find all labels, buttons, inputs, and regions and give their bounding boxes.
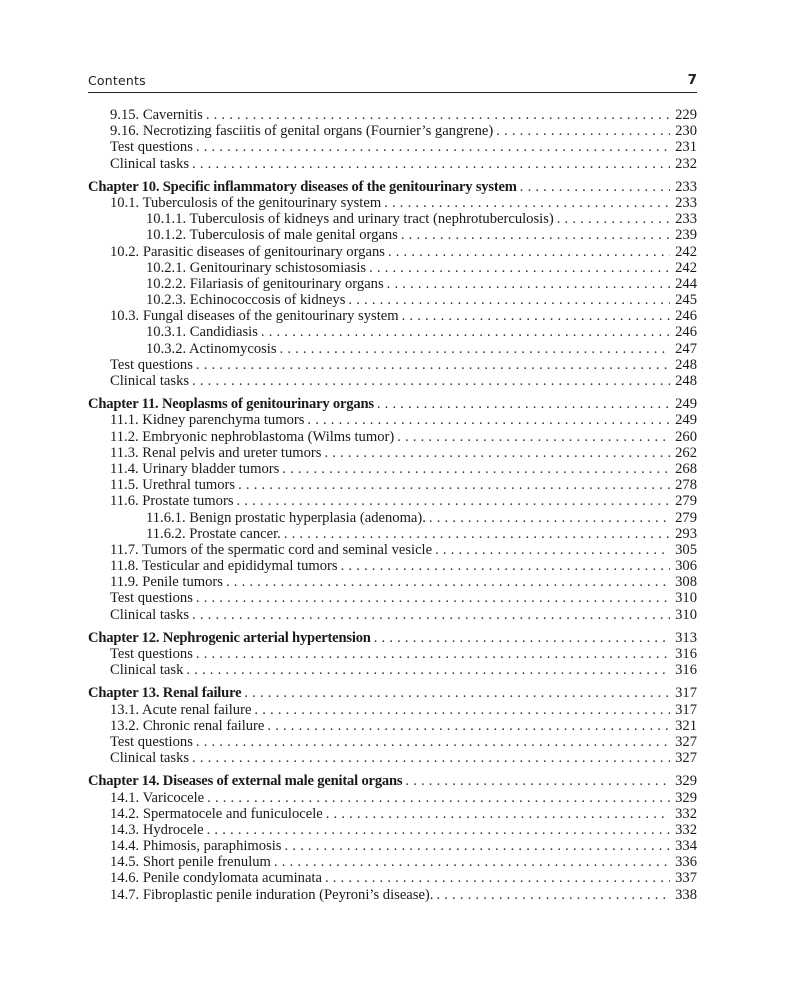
dot-leader bbox=[284, 838, 670, 854]
toc-entry[interactable] bbox=[88, 806, 697, 822]
dot-leader bbox=[254, 702, 670, 718]
toc-page-number: 313 bbox=[675, 629, 697, 646]
toc-entry[interactable] bbox=[88, 276, 697, 292]
toc-entry-title: Clinical tasks bbox=[110, 373, 190, 389]
toc-page-number: 233 bbox=[675, 194, 697, 211]
toc-entry-title: Clinical tasks bbox=[110, 155, 190, 172]
toc-entry-title: 9.15. Cavernitis bbox=[110, 107, 203, 123]
toc-entry[interactable] bbox=[88, 260, 697, 276]
toc-page-number: 230 bbox=[675, 123, 697, 140]
dot-leader bbox=[196, 646, 670, 662]
toc-entry[interactable] bbox=[88, 542, 697, 558]
toc-entry[interactable] bbox=[88, 662, 697, 678]
dot-leader bbox=[226, 574, 670, 590]
toc-entry-title: Chapter 11. Neoplasms of genitourinary organs bbox=[88, 396, 374, 413]
toc-entry[interactable] bbox=[88, 702, 697, 718]
toc-page-number: 327 bbox=[675, 733, 697, 750]
toc-entry[interactable] bbox=[88, 292, 697, 308]
toc-entry-title: 10.1. Tuberculosis of the genitourinary system bbox=[110, 194, 382, 211]
toc-entry[interactable] bbox=[88, 646, 697, 662]
dot-leader bbox=[520, 179, 670, 195]
toc-page-number: 316 bbox=[675, 646, 697, 662]
dot-leader bbox=[196, 357, 670, 373]
toc-entry-title: Clinical tasks bbox=[110, 606, 190, 623]
toc-chapter-entry[interactable] bbox=[88, 179, 697, 195]
toc-entry-title: 11.7. Tumors of the spermatic cord and seminal vesicle bbox=[110, 541, 433, 558]
toc-page-number: 332 bbox=[675, 805, 697, 822]
toc-page-number: 332 bbox=[675, 821, 697, 838]
toc-entry[interactable] bbox=[88, 558, 697, 574]
toc-entry-title: Clinical tasks bbox=[110, 750, 190, 767]
toc-entry[interactable] bbox=[88, 838, 697, 854]
toc-entry-title: 14.4. Phimosis, paraphimosis bbox=[110, 838, 282, 855]
toc-entry-title: 10.2.3. Echinococcosis of kidneys bbox=[146, 292, 346, 309]
dot-leader bbox=[402, 308, 670, 324]
toc-page-number: 279 bbox=[675, 509, 697, 526]
toc-entry[interactable] bbox=[88, 324, 697, 340]
toc-section bbox=[88, 685, 697, 766]
toc-page-number: 327 bbox=[675, 750, 697, 767]
toc-entry[interactable] bbox=[88, 718, 697, 734]
toc-page-number: 245 bbox=[675, 292, 697, 309]
toc-page-number: 233 bbox=[675, 211, 697, 228]
running-header-title: Contents bbox=[88, 73, 146, 88]
toc-entry[interactable] bbox=[88, 734, 697, 750]
dot-leader bbox=[192, 750, 670, 766]
dot-leader bbox=[401, 227, 670, 243]
toc-entry[interactable] bbox=[88, 445, 697, 461]
toc-page-number: 233 bbox=[675, 178, 697, 195]
toc-entry-title: Chapter 12. Nephrogenic arterial hypertension bbox=[88, 629, 371, 646]
toc-entry[interactable] bbox=[88, 107, 697, 123]
dot-leader bbox=[384, 195, 670, 211]
dot-leader bbox=[192, 607, 670, 623]
running-header bbox=[88, 72, 697, 93]
toc-entry[interactable] bbox=[88, 822, 697, 838]
toc-section bbox=[88, 773, 697, 903]
toc-entry-title: 13.2. Chronic renal failure bbox=[110, 717, 265, 734]
dot-leader bbox=[436, 887, 670, 903]
toc-entry-title: 10.1.2. Tuberculosis of male genital organs bbox=[146, 227, 398, 244]
toc-section bbox=[88, 107, 697, 172]
dot-leader bbox=[192, 373, 670, 389]
toc-entry-title: 14.5. Short penile frenulum bbox=[110, 854, 271, 871]
dot-leader bbox=[196, 139, 670, 155]
toc-chapter-entry[interactable] bbox=[88, 773, 697, 789]
page-number: 7 bbox=[687, 72, 697, 88]
toc-page-number: 278 bbox=[675, 477, 697, 494]
toc-entry[interactable] bbox=[88, 308, 697, 324]
toc-page-number: 248 bbox=[675, 373, 697, 389]
toc-entry[interactable] bbox=[88, 461, 697, 477]
dot-leader bbox=[307, 412, 670, 428]
dot-leader bbox=[405, 773, 670, 789]
toc-page-number: 334 bbox=[675, 838, 697, 855]
toc-entry[interactable] bbox=[88, 870, 697, 886]
dot-leader bbox=[186, 662, 670, 678]
toc-entry[interactable] bbox=[88, 123, 697, 139]
toc-page-number: 231 bbox=[675, 139, 697, 156]
toc-entry-title: 10.3.2. Actinomycosis bbox=[146, 340, 277, 357]
toc-entry-title: 10.3. Fungal diseases of the genitourinary system bbox=[110, 308, 399, 325]
toc-page-number: 336 bbox=[675, 854, 697, 871]
toc-page-number: 317 bbox=[675, 685, 697, 702]
toc-entry[interactable] bbox=[88, 854, 697, 870]
dot-leader bbox=[237, 493, 671, 509]
toc-page-number: 337 bbox=[675, 870, 697, 887]
toc-entry-title: 14.6. Penile condylomata acuminata bbox=[110, 870, 322, 887]
toc-entry-title: Test questions bbox=[110, 356, 193, 373]
toc-page-number: 306 bbox=[675, 558, 697, 575]
toc-entry-title: Test questions bbox=[110, 646, 193, 662]
dot-leader bbox=[557, 211, 670, 227]
toc-page-number: 262 bbox=[675, 444, 697, 461]
dot-leader bbox=[244, 685, 670, 701]
toc-page-number: 242 bbox=[675, 243, 697, 260]
toc-entry-title: 14.2. Spermatocele and funiculocele bbox=[110, 805, 323, 822]
dot-leader bbox=[207, 822, 670, 838]
dot-leader bbox=[326, 806, 670, 822]
toc-page-number: 249 bbox=[675, 412, 697, 429]
toc-entry[interactable] bbox=[88, 156, 697, 172]
toc-page-number: 260 bbox=[675, 428, 697, 445]
dot-leader bbox=[324, 445, 670, 461]
toc-entry-title: 11.1. Kidney parenchyma tumors bbox=[110, 412, 305, 429]
toc-entry[interactable] bbox=[88, 493, 697, 509]
toc-entry[interactable] bbox=[88, 139, 697, 155]
toc-page-number: 329 bbox=[675, 773, 697, 790]
toc-chapter-entry[interactable] bbox=[88, 685, 697, 701]
toc-entry[interactable] bbox=[88, 590, 697, 606]
toc-page-number: 268 bbox=[675, 460, 697, 477]
toc-entry-title: Chapter 13. Renal failure bbox=[88, 685, 242, 702]
toc-page-number: 242 bbox=[675, 259, 697, 276]
toc-entry-title: 10.2.2. Filariasis of genitourinary organs bbox=[146, 275, 384, 292]
toc-page-number: 310 bbox=[675, 606, 697, 623]
toc-page-number: 316 bbox=[675, 662, 697, 679]
toc-entry[interactable] bbox=[88, 429, 697, 445]
toc-page-number: 244 bbox=[675, 275, 697, 292]
toc-page-number: 232 bbox=[675, 155, 697, 172]
dot-leader bbox=[261, 324, 670, 340]
dot-leader bbox=[374, 630, 670, 646]
dot-leader bbox=[388, 244, 670, 260]
toc-page-number: 317 bbox=[675, 701, 697, 718]
toc-entry[interactable] bbox=[88, 887, 697, 903]
toc-page-number: 329 bbox=[675, 789, 697, 806]
toc-entry[interactable] bbox=[88, 341, 697, 357]
toc-entry[interactable] bbox=[88, 790, 697, 806]
dot-leader bbox=[341, 558, 670, 574]
dot-leader bbox=[207, 790, 670, 806]
dot-leader bbox=[325, 870, 670, 886]
toc-entry-title: 14.3. Hydrocele bbox=[110, 821, 204, 838]
toc-page-number: 229 bbox=[675, 107, 697, 123]
toc-page-number: 247 bbox=[675, 340, 697, 357]
toc-entry-title: Test questions bbox=[110, 590, 193, 607]
dot-leader bbox=[282, 461, 670, 477]
dot-leader bbox=[429, 510, 670, 526]
dot-leader bbox=[348, 292, 670, 308]
toc-entry-title: 11.4. Urinary bladder tumors bbox=[110, 460, 280, 477]
toc-section bbox=[88, 179, 697, 389]
toc-entry[interactable] bbox=[88, 373, 697, 389]
dot-leader bbox=[238, 477, 670, 493]
dot-leader bbox=[284, 526, 670, 542]
toc-entry[interactable] bbox=[88, 510, 697, 526]
toc-entry[interactable] bbox=[88, 574, 697, 590]
toc-entry-title: 10.2. Parasitic diseases of genitourinary organs bbox=[110, 243, 385, 260]
toc-page-number: 249 bbox=[675, 396, 697, 413]
toc-page-number: 321 bbox=[675, 717, 697, 734]
toc-entry-title: 10.1.1. Tuberculosis of kidneys and urinary tract (nephrotuberculosis) bbox=[146, 211, 554, 228]
toc-chapter-entry[interactable] bbox=[88, 630, 697, 646]
toc-entry[interactable] bbox=[88, 412, 697, 428]
dot-leader bbox=[377, 396, 670, 412]
toc-section bbox=[88, 396, 697, 623]
dot-leader bbox=[206, 107, 670, 123]
toc-entry-title: Chapter 10. Specific inflammatory diseases of the genitourinary system bbox=[88, 178, 517, 195]
toc-entry-title: Chapter 14. Diseases of external male genital organs bbox=[88, 773, 403, 790]
dot-leader bbox=[496, 123, 670, 139]
toc-entry[interactable] bbox=[88, 244, 697, 260]
dot-leader bbox=[267, 718, 670, 734]
toc-entry-title: 14.7. Fibroplastic penile induration (Peyroni’s disease). bbox=[110, 886, 434, 903]
toc-page-number: 279 bbox=[675, 493, 697, 510]
toc-page-number: 293 bbox=[675, 525, 697, 542]
toc-entry-title: 13.1. Acute renal failure bbox=[110, 701, 252, 718]
toc-page-number: 239 bbox=[675, 227, 697, 244]
toc-entry[interactable] bbox=[88, 357, 697, 373]
toc-page-number: 248 bbox=[675, 356, 697, 373]
toc-entry-title: 14.1. Varicocele bbox=[110, 789, 205, 806]
toc-entry[interactable] bbox=[88, 750, 697, 766]
toc-page-number: 246 bbox=[675, 308, 697, 325]
toc-page-number: 310 bbox=[675, 590, 697, 607]
toc-entry-title: 11.6. Prostate tumors bbox=[110, 493, 234, 510]
toc-entry-title: 10.2.1. Genitourinary schistosomiasis bbox=[146, 259, 367, 276]
toc-page-number: 308 bbox=[675, 574, 697, 591]
toc-entry-title: 11.9. Penile tumors bbox=[110, 574, 223, 591]
toc-entry-title: 10.3.1. Candidiasis bbox=[146, 324, 258, 341]
dot-leader bbox=[196, 734, 670, 750]
dot-leader bbox=[369, 260, 670, 276]
toc-entry[interactable] bbox=[88, 195, 697, 211]
toc-entry-title: 11.6.2. Prostate cancer. bbox=[146, 525, 281, 542]
dot-leader bbox=[387, 276, 670, 292]
toc-entry[interactable] bbox=[88, 227, 697, 243]
dot-leader bbox=[274, 854, 670, 870]
table-of-contents bbox=[88, 107, 697, 910]
toc-entry[interactable] bbox=[88, 607, 697, 623]
toc-entry-title: 11.6.1. Benign prostatic hyperplasia (adenoma). bbox=[146, 509, 426, 526]
toc-entry-title: 11.3. Renal pelvis and ureter tumors bbox=[110, 444, 322, 461]
dot-leader bbox=[196, 590, 670, 606]
toc-entry-title: 11.5. Urethral tumors bbox=[110, 477, 236, 494]
dot-leader bbox=[192, 156, 670, 172]
toc-entry[interactable] bbox=[88, 211, 697, 227]
dot-leader bbox=[435, 542, 670, 558]
toc-page-number: 338 bbox=[675, 886, 697, 903]
toc-section bbox=[88, 630, 697, 679]
toc-entry-title: 11.2. Embryonic nephroblastoma (Wilms tumor) bbox=[110, 428, 395, 445]
toc-entry-title: 11.8. Testicular and epididymal tumors bbox=[110, 558, 338, 575]
toc-entry-title: 9.16. Necrotizing fasciitis of genital organs (Fournier’s gangrene) bbox=[110, 123, 494, 140]
toc-chapter-entry[interactable] bbox=[88, 396, 697, 412]
toc-entry-title: Clinical task bbox=[110, 662, 184, 679]
toc-entry-title: Test questions bbox=[110, 139, 193, 156]
toc-page-number: 305 bbox=[675, 541, 697, 558]
toc-entry[interactable] bbox=[88, 477, 697, 493]
dot-leader bbox=[280, 341, 670, 357]
toc-entry-title: Test questions bbox=[110, 733, 193, 750]
toc-entry[interactable] bbox=[88, 526, 697, 542]
dot-leader bbox=[397, 429, 670, 445]
toc-page-number: 246 bbox=[675, 324, 697, 341]
